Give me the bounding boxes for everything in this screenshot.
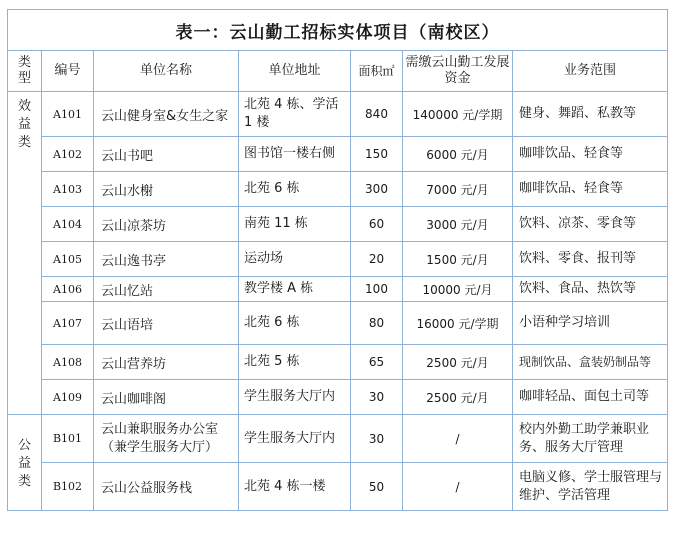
fee-cell: 7000 元/月 <box>403 172 513 207</box>
tender-table-container <box>7 9 667 511</box>
header-row <box>8 51 668 92</box>
name-cell: 云山语培 <box>94 302 239 345</box>
address-cell: 学生服务大厅内 <box>239 415 351 463</box>
fee-cell: 3000 元/月 <box>403 207 513 242</box>
fee-cell: / <box>403 463 513 511</box>
header-fee: 需缴云山勤工发展资金 <box>403 51 513 92</box>
scope-cell: 饮料、凉茶、零食等 <box>513 207 668 242</box>
table-row <box>8 207 668 242</box>
name-cell: 云山咖啡阁 <box>94 380 239 415</box>
name-cell: 云山营养坊 <box>94 345 239 380</box>
code-cell: A102 <box>42 137 94 172</box>
area-cell: 150 <box>351 137 403 172</box>
address-cell: 南苑 11 栋 <box>239 207 351 242</box>
code-cell: A109 <box>42 380 94 415</box>
code-cell: A103 <box>42 172 94 207</box>
table-row <box>8 242 668 277</box>
header-code: 编号 <box>42 51 94 92</box>
scope-cell: 校内外勤工助学兼职业务、服务大厅管理 <box>513 415 668 463</box>
area-cell: 840 <box>351 92 403 137</box>
code-cell: A101 <box>42 92 94 137</box>
name-cell: 云山逸书亭 <box>94 242 239 277</box>
category-cell-profit: 效益类 <box>8 92 42 415</box>
scope-cell: 咖啡饮品、轻食等 <box>513 137 668 172</box>
area-cell: 50 <box>351 463 403 511</box>
header-area: 面积㎡ <box>351 51 403 92</box>
category-cell-public: 公益类 <box>8 415 42 511</box>
header-name: 单位名称 <box>94 51 239 92</box>
header-scope: 业务范围 <box>513 51 668 92</box>
code-cell: A104 <box>42 207 94 242</box>
table-title: 表一：云山勤工招标实体项目（南校区） <box>8 10 668 51</box>
name-cell: 云山健身室&女生之家 <box>94 92 239 137</box>
code-cell: B102 <box>42 463 94 511</box>
name-cell: 云山公益服务栈 <box>94 463 239 511</box>
name-cell: 云山忆站 <box>94 277 239 302</box>
scope-cell: 健身、舞蹈、私教等 <box>513 92 668 137</box>
scope-cell: 咖啡轻品、面包土司等 <box>513 380 668 415</box>
area-cell: 30 <box>351 380 403 415</box>
scope-cell: 咖啡饮品、轻食等 <box>513 172 668 207</box>
tender-projects-table <box>7 9 668 511</box>
address-cell: 北苑 6 栋 <box>239 172 351 207</box>
table-row <box>8 345 668 380</box>
name-cell: 云山书吧 <box>94 137 239 172</box>
code-cell: A107 <box>42 302 94 345</box>
code-cell: B101 <box>42 415 94 463</box>
scope-cell: 饮料、零食、报刊等 <box>513 242 668 277</box>
header-category: 类型 <box>8 51 42 92</box>
fee-cell: 1500 元/月 <box>403 242 513 277</box>
scope-cell: 现制饮品、盒装奶制品等 <box>513 345 668 380</box>
table-row <box>8 463 668 511</box>
area-cell: 65 <box>351 345 403 380</box>
fee-cell: 2500 元/月 <box>403 380 513 415</box>
address-cell: 北苑 4 栋一楼 <box>239 463 351 511</box>
fee-cell: 16000 元/学期 <box>403 302 513 345</box>
table-row <box>8 172 668 207</box>
fee-cell: 10000 元/月 <box>403 277 513 302</box>
table-row <box>8 302 668 345</box>
address-cell: 运动场 <box>239 242 351 277</box>
area-cell: 20 <box>351 242 403 277</box>
code-cell: A106 <box>42 277 94 302</box>
table-row <box>8 415 668 463</box>
area-cell: 60 <box>351 207 403 242</box>
address-cell: 北苑 5 栋 <box>239 345 351 380</box>
name-cell: 云山凉茶坊 <box>94 207 239 242</box>
address-cell: 图书馆一楼右侧 <box>239 137 351 172</box>
area-cell: 300 <box>351 172 403 207</box>
fee-cell: 140000 元/学期 <box>403 92 513 137</box>
area-cell: 30 <box>351 415 403 463</box>
area-cell: 100 <box>351 277 403 302</box>
table-row <box>8 92 668 137</box>
fee-cell: / <box>403 415 513 463</box>
scope-cell: 饮料、食品、热饮等 <box>513 277 668 302</box>
name-cell: 云山兼职服务办公室（兼学生服务大厅） <box>94 415 239 463</box>
name-cell: 云山水榭 <box>94 172 239 207</box>
table-row <box>8 277 668 302</box>
header-address: 单位地址 <box>239 51 351 92</box>
code-cell: A108 <box>42 345 94 380</box>
scope-cell: 小语种学习培训 <box>513 302 668 345</box>
address-cell: 北苑 6 栋 <box>239 302 351 345</box>
scope-cell: 电脑义修、学士服管理与维护、学活管理 <box>513 463 668 511</box>
fee-cell: 6000 元/月 <box>403 137 513 172</box>
area-cell: 80 <box>351 302 403 345</box>
table-row <box>8 137 668 172</box>
table-row <box>8 380 668 415</box>
fee-cell: 2500 元/月 <box>403 345 513 380</box>
address-cell: 学生服务大厅内 <box>239 380 351 415</box>
address-cell: 北苑 4 栋、学活 1 楼 <box>239 92 351 137</box>
code-cell: A105 <box>42 242 94 277</box>
address-cell: 教学楼 A 栋 <box>239 277 351 302</box>
